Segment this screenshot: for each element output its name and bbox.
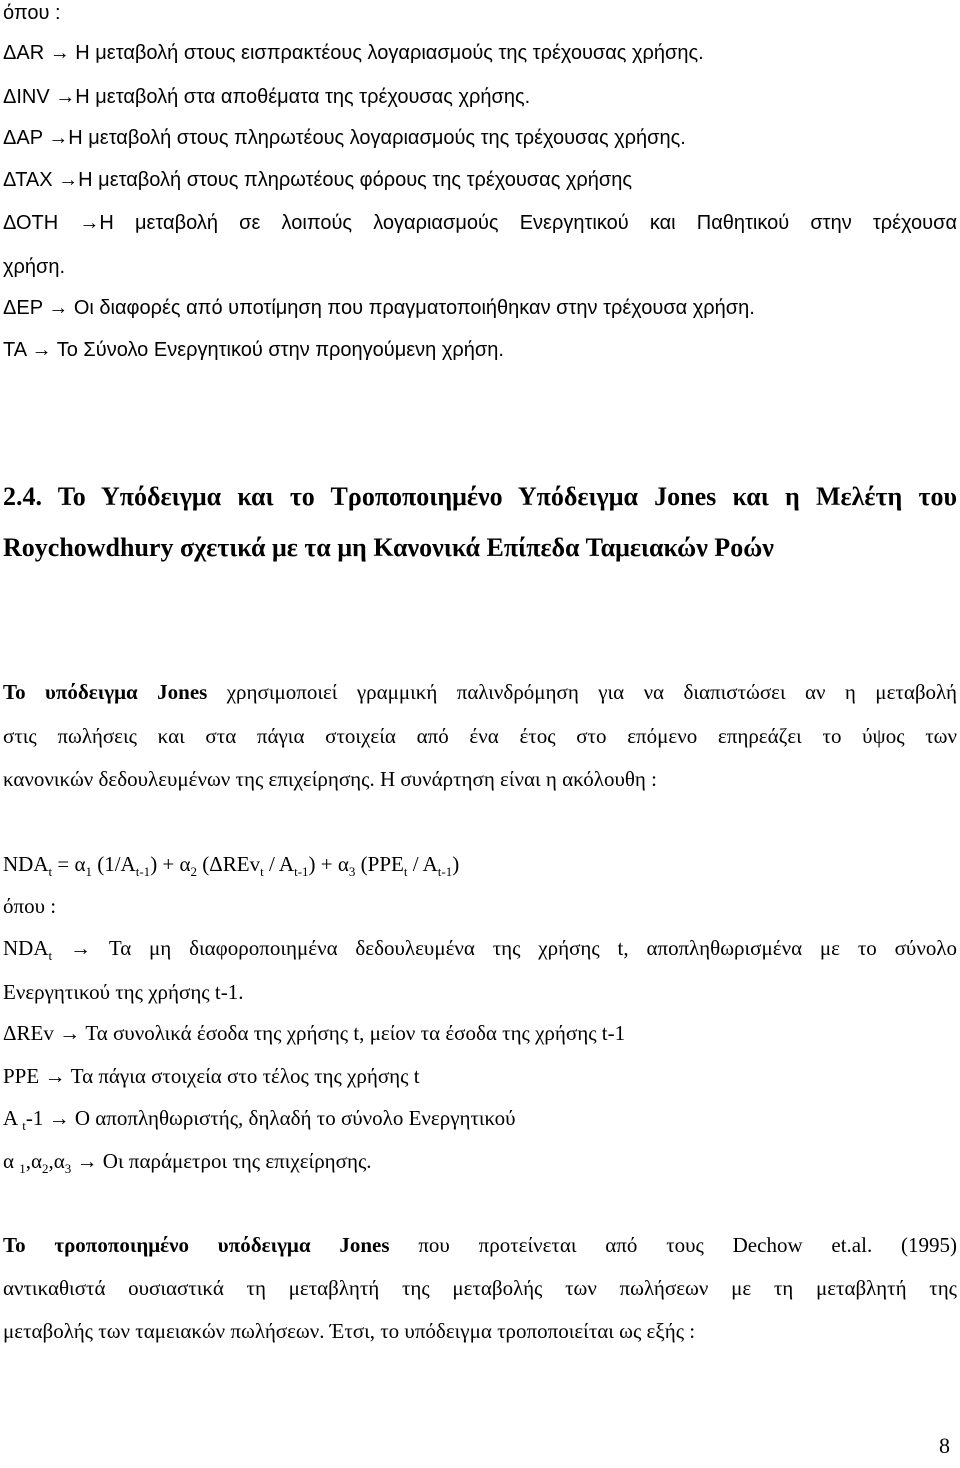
- bold-term: Το υπόδειγμα Jones: [3, 680, 208, 704]
- arrow-right-icon: →: [55, 86, 76, 108]
- def-nda-cont: Ενεργητικού της χρήσης t-1.: [3, 980, 244, 1004]
- eq-part: / A: [263, 852, 295, 876]
- def-term: NDA: [3, 936, 49, 960]
- arrow-right-icon: →: [44, 1064, 66, 1088]
- section-heading-line-2: Roychowdhury σχετικά με τα μη Κανονικά Επίπεδα Ταμειακών Ροών: [3, 533, 774, 562]
- arrow-right-icon: →: [58, 169, 79, 191]
- paragraph-2-line-2: αντικαθιστά ουσιαστικά τη μεταβλητή της μεταβολής των πωλήσεων με τη μεταβλητή της: [3, 1276, 957, 1300]
- where-label-2: όπου :: [3, 894, 57, 918]
- def-term: ,: [48, 1149, 54, 1173]
- def-text: Τα πάγια στοιχεία στο τέλος της χρήσης t: [70, 1064, 420, 1088]
- arrow-right-icon: →: [48, 127, 69, 149]
- eq-sub: t-1: [135, 864, 151, 879]
- def-term: ΤΑ: [3, 339, 26, 361]
- eq-sub: t: [48, 864, 53, 879]
- def-term: ΔAR: [3, 42, 45, 64]
- bold-term: Το τροποποιημένο υπόδειγμα Jones: [3, 1233, 390, 1257]
- paragraph-1-line-1: [3, 679, 957, 705]
- eq-part: ): [452, 852, 460, 876]
- def-term: α: [31, 1149, 43, 1173]
- def-drev: [3, 1020, 625, 1046]
- def-term: ΔΕΡ: [3, 297, 43, 319]
- arrow-right-icon: →: [79, 212, 100, 234]
- paragraph-2-line-3: μεταβολής των ταμειακών πωλήσεων. Έτσι, το υπόδειγμα τροποποιείται ως εξής :: [3, 1319, 696, 1343]
- eq-part: (1/A: [91, 852, 136, 876]
- eq-part: NDA: [3, 852, 49, 876]
- def-item-ar: [3, 40, 704, 66]
- def-term: PPE: [3, 1064, 40, 1088]
- def-item-inv: [3, 84, 530, 110]
- def-nda: [3, 935, 957, 961]
- eq-sub: 2: [190, 864, 198, 879]
- def-term-sub: t: [48, 948, 53, 963]
- def-ppe: [3, 1063, 420, 1089]
- def-alpha: [3, 1148, 372, 1174]
- paragraph-text: που προτείνεται από τους Dechow et.al. (1995): [418, 1233, 957, 1257]
- eq-part: (ΔREv: [197, 852, 261, 876]
- def-term: ΔINV: [3, 86, 50, 108]
- def-term-sub: 1: [19, 1161, 26, 1176]
- arrow-right-icon: →: [31, 339, 52, 361]
- def-item-oth-cont: χρήση.: [3, 256, 66, 278]
- page-number: 8: [939, 1433, 950, 1458]
- eq-sub: t-1: [437, 864, 453, 879]
- def-term-sub: t: [22, 1118, 26, 1133]
- def-a: [3, 1105, 516, 1131]
- arrow-right-icon: →: [48, 1106, 70, 1130]
- def-term: α: [3, 1149, 15, 1173]
- paragraph-1-line-2: στις πωλήσεις και στα πάγια στοιχεία από ένα έτος στο επόμενο επηρεάζει το ύψος των: [3, 724, 957, 748]
- def-text: Η μεταβολή σε λοιπούς λογαριασμούς Ενεργητικού και Παθητικού στην τρέχουσα: [99, 212, 958, 234]
- def-text: Ο αποπληθωριστής, δηλαδή το σύνολο Ενεργητικού: [74, 1106, 516, 1130]
- eq-part: (PPE: [355, 852, 404, 876]
- def-term-sub: 3: [64, 1161, 72, 1176]
- def-text: Το Σύνολο Ενεργητικού στην προηγούμενη χρήση.: [56, 339, 504, 361]
- arrow-right-icon: →: [76, 1149, 98, 1173]
- arrow-right-icon: →: [69, 936, 91, 960]
- arrow-right-icon: →: [49, 42, 70, 64]
- eq-sub: 3: [348, 864, 356, 879]
- eq-part: ) + α: [308, 852, 349, 876]
- def-text: Οι διαφορές από υποτίμηση που πραγματοποιήθηκαν στην τρέχουσα χρήση.: [73, 297, 755, 319]
- eq-part: / A: [407, 852, 438, 876]
- def-term-sub: 2: [42, 1161, 49, 1176]
- eq-part: = α: [52, 852, 86, 876]
- def-text: Η μεταβολή στους πληρωτέους φόρους της τρέχουσας χρήσης: [78, 169, 632, 191]
- def-item-oth: [3, 210, 957, 236]
- def-item-ap: [3, 125, 686, 151]
- def-text: Η μεταβολή στους πληρωτέους λογαριασμούς της τρέχουσας χρήσης.: [68, 127, 686, 149]
- def-item-ta: [3, 337, 504, 363]
- def-term: ΔREv: [3, 1021, 54, 1045]
- def-term: ΔΟΤΗ: [3, 212, 59, 234]
- eq-sub: t-1: [294, 864, 309, 879]
- eq-sub: 1: [85, 864, 92, 879]
- def-term: α: [53, 1149, 65, 1173]
- def-text: Οι παράμετροι της επιχείρησης.: [102, 1149, 372, 1173]
- paragraph-text: χρησιμοποιεί γραμμική παλινδρόμηση για να διαπιστώσει αν η μεταβολή: [226, 680, 957, 704]
- paragraph-1-line-3: κανονικών δεδουλευμένων της επιχείρησης. Η συνάρτηση είναι η ακόλουθη :: [3, 767, 657, 791]
- def-term: ΔΤΑΧ: [3, 169, 53, 191]
- arrow-right-icon: →: [59, 1021, 81, 1045]
- arrow-right-icon: →: [48, 297, 69, 319]
- eq-sub: t: [260, 864, 264, 879]
- eq-part: ) + α: [150, 852, 191, 876]
- where-label: όπου :: [3, 2, 61, 24]
- def-text: Τα μη διαφοροποιημένα δεδουλευμένα της χρήσης t, αποπληθωρισμένα με το σύνολο: [108, 936, 957, 960]
- paragraph-2-line-1: [3, 1232, 957, 1258]
- section-heading-line-1: 2.4. Το Υπόδειγμα και το Τροποποιημένο Υπόδειγμα Jones και η Μελέτη του: [3, 482, 957, 511]
- equation-nda: [3, 851, 459, 877]
- def-term: -1: [25, 1106, 44, 1130]
- def-text: Η μεταβολή στα αποθέματα της τρέχουσας χρήσης.: [75, 86, 531, 108]
- def-item-tax: [3, 167, 632, 193]
- def-text: Η μεταβολή στους εισπρακτέους λογαριασμούς της τρέχουσας χρήσης.: [75, 42, 704, 64]
- def-term: ΔAP: [3, 127, 43, 149]
- def-term: ,: [25, 1149, 32, 1173]
- eq-sub: t: [403, 864, 408, 879]
- def-text: Τα συνολικά έσοδα της χρήσης t, μείον τα έσοδα της χρήσης t-1: [85, 1021, 626, 1045]
- def-item-ep: [3, 295, 755, 321]
- def-term: A: [3, 1106, 18, 1130]
